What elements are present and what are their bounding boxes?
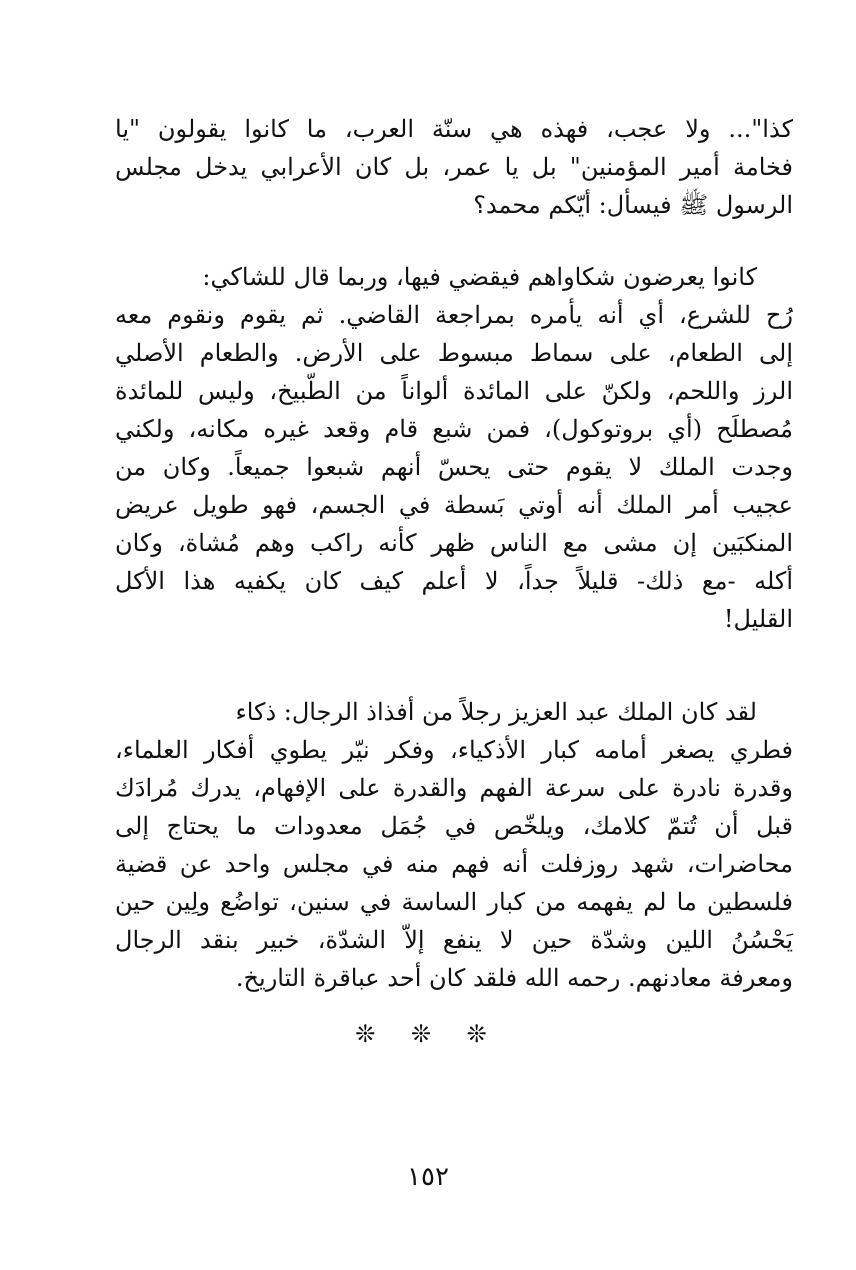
text-line: الرسول ﷺ فيسأل: أيّكم محمد؟ (473, 191, 793, 219)
text-line: وقدرة نادرة على سرعة الفهم والقدرة على الإفهام، يدرك مُرادَك (115, 774, 793, 802)
text-line: إلى الطعام، على سماط مبسوط على الأرض. والطعام الأصلي (115, 339, 793, 367)
paragraph-1 (115, 110, 793, 224)
paragraph-2 (115, 258, 793, 638)
text-line: لقد كان الملك عبد العزيز رجلاً من أفذاذ الرجال: ذكاء (235, 698, 757, 726)
page-number: ١٥٢ (407, 1162, 449, 1192)
text-line: يَحْسُنُ اللين وشدّة حين لا ينفع إلاّ الشدّة، خبير بنقد الرجال (115, 926, 794, 954)
text-line: محاضرات، شهد روزفلت أنه فهم منه في مجلس واحد عن قضية (115, 850, 793, 878)
text-line: ومعرفة معادنهم. رحمه الله فلقد كان أحد عباقرة التاريخ. (235, 964, 793, 992)
text-line: أكله -مع ذلك- قليلاً جداً، لا أعلم كيف كان يكفيه هذا الأكل (115, 567, 793, 595)
text-line: المنكبَين إن مشى مع الناس ظهر كأنه راكب وهم مُشاة، وكان (115, 529, 793, 557)
paragraph-3 (115, 693, 793, 997)
section-separator: ❊ ❊ ❊ (355, 1020, 501, 1048)
text-line: فلسطين ما لم يفهمه من كبار الساسة في سنين، تواضُع ولِين حين (115, 888, 793, 916)
text-line: مُصطلَح (أي بروتوكول)، فمن شبع قام وقعد غيره مكانه، ولكني (115, 415, 793, 443)
text-line: فخامة أمير المؤمنين" بل يا عمر، بل كان الأعرابي يدخل مجلس (115, 153, 793, 181)
text-line: فطري يصغر أمامه كبار الأذكياء، وفكر نيّر يطوي أفكار العلماء، (115, 736, 793, 764)
text-line: كذا"... ولا عجب، فهذه هي سنّة العرب، ما كانوا يقولون "يا (115, 115, 793, 143)
text-line: وجدت الملك لا يقوم حتى يحسّ أنهم شبعوا جميعاً. وكان من (115, 453, 793, 481)
text-line: قبل أن تُتمّ كلامك، ويلخّص في جُمَل معدودات ما يحتاج إلى (115, 812, 793, 840)
text-line: القليل! (723, 605, 793, 633)
text-line: كانوا يعرضون شكاواهم فيقضي فيها، وربما قال للشاكي: (202, 263, 757, 291)
text-line: رُح للشرع، أي أنه يأمره بمراجعة القاضي. ثم يقوم ونقوم معه (115, 301, 793, 329)
text-line: الرز واللحم، ولكنّ على المائدة ألواناً من الطّبيخ، وليس للمائدة (115, 377, 793, 405)
text-line: عجيب أمر الملك أنه أوتي بَسطة في الجسم، فهو طويل عريض (115, 491, 793, 519)
